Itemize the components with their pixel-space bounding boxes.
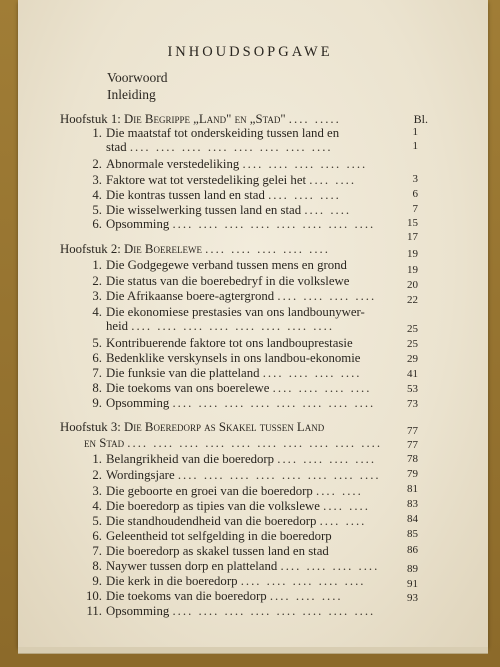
- page-number: 19: [407, 248, 418, 260]
- page-number: 93: [407, 592, 418, 604]
- entry-text: Die maatstaf tot onderskeiding tussen land en: [106, 126, 340, 140]
- page-number: 20: [407, 279, 418, 291]
- chapter-3-title-continued-text: en Stad: [84, 436, 125, 450]
- page-number: 1: [412, 126, 418, 138]
- page-number: 22: [407, 294, 418, 306]
- dot-leader: .... .... .... .... .... .... .... ....: [172, 396, 376, 410]
- entry-number: 5.: [92, 514, 102, 528]
- dot-leader: .... ....: [304, 203, 352, 217]
- chapter-1-title: Die Begrippe „Land" en „Stad": [124, 112, 286, 126]
- front-matter-inleiding: Inleiding: [107, 87, 156, 102]
- entry-text: Die Godgegewe verband tussen mens en grond: [106, 258, 347, 272]
- entry-text-continued: stad: [106, 140, 127, 154]
- toc-entry: [84, 529, 390, 543]
- dot-leader: .... .... .... ....: [280, 559, 380, 573]
- toc-entry: [84, 544, 390, 558]
- toc-entry: [84, 258, 390, 272]
- page-number: 1: [412, 140, 418, 152]
- entry-number: 1.: [92, 258, 102, 272]
- dot-leader: .... .....: [288, 112, 341, 126]
- entry-text: Die boeredorp as tipies van die volkslewe: [106, 499, 320, 513]
- entry-number: 3.: [92, 289, 102, 303]
- dot-leader: .... .... .... .... .... .... .... ....: [131, 319, 335, 333]
- entry-number: 9.: [92, 574, 102, 588]
- dot-leader: .... ....: [323, 499, 370, 513]
- chapter-3-title-continued: [84, 436, 382, 450]
- chapter-2-label: Hoofstuk 2:: [60, 242, 121, 256]
- page-number: 77: [407, 425, 418, 437]
- entry-text: Naywer tussen dorp en platteland: [106, 559, 278, 573]
- entry-text: Opsomming: [106, 604, 170, 618]
- dot-leader: .... ....: [316, 484, 363, 498]
- toc-entry: [84, 274, 390, 288]
- chapter-2-heading: [60, 242, 390, 256]
- entry-text: Die wisselwerking tussen land en stad: [106, 203, 302, 217]
- page-number: 19: [407, 264, 418, 276]
- page-number: 25: [407, 323, 418, 335]
- front-matter-voorwoord: Voorwoord: [107, 70, 168, 85]
- page-number: 25: [407, 338, 418, 350]
- entry-text: Die toekoms van die boeredorp: [106, 589, 267, 603]
- page-number: 86: [407, 544, 418, 556]
- page-column-header: Bl.: [413, 112, 428, 126]
- entry-number: 2.: [92, 274, 102, 288]
- page-number: 17: [407, 231, 418, 243]
- entry-number: 4.: [92, 499, 102, 513]
- entry-number: 3.: [92, 173, 102, 187]
- dot-leader: .... .... .... ....: [277, 289, 377, 303]
- entry-text: Abnormale verstedeliking: [106, 157, 240, 171]
- entry-number: 7.: [92, 366, 102, 380]
- entry-text: Bedenklike verskynsels in ons landbou-ekonomie: [106, 351, 361, 365]
- toc-entry: [84, 499, 390, 513]
- chapter-3-label: Hoofstuk 3:: [60, 420, 121, 434]
- entry-number: 7.: [92, 544, 102, 558]
- page-edge: [18, 647, 488, 654]
- toc-entry: [84, 452, 390, 466]
- toc-entry: [84, 173, 390, 187]
- entry-number: 5.: [92, 203, 102, 217]
- page-number: 7: [412, 203, 418, 215]
- dot-leader: .... .... .... ....: [272, 381, 372, 395]
- entry-text: Opsomming: [106, 396, 170, 410]
- entry-text: Die geboorte en groei van die boeredorp: [106, 484, 313, 498]
- page-number: 6: [412, 188, 418, 200]
- dot-leader: .... .... ....: [268, 188, 341, 202]
- entry-text: Belangrikheid van die boeredorp: [106, 452, 275, 466]
- entry-number: 1.: [92, 126, 102, 140]
- chapter-3-heading: [60, 420, 390, 434]
- entry-number: 11.: [86, 604, 102, 618]
- toc-entry: [84, 589, 390, 603]
- dot-leader: .... .... .... .... .... .... .... ....: [129, 140, 333, 154]
- page-number: 91: [407, 578, 418, 590]
- toc-entry: [84, 188, 390, 202]
- entry-number: 6.: [92, 529, 102, 543]
- dot-leader: .... ....: [319, 514, 367, 528]
- page-number: 89: [407, 563, 418, 575]
- toc-entry: [84, 559, 390, 573]
- toc-entry: [84, 604, 390, 618]
- dot-leader: .... .... .... .... ....: [242, 157, 368, 171]
- entry-number: 8.: [92, 381, 102, 395]
- toc-entry: [84, 351, 390, 365]
- dot-leader: .... .... .... .... .... .... .... ....: [177, 468, 381, 482]
- entry-text: Die ekonomiese prestasies van ons landbounywer-: [106, 305, 365, 319]
- chapter-3-title: Die Boeredorp as Skakel tussen Land: [124, 420, 325, 434]
- page-number: 3: [412, 173, 418, 185]
- entry-number: 9.: [92, 396, 102, 410]
- entry-text: Opsomming: [106, 217, 170, 231]
- entry-text: Die boeredorp as skakel tussen land en stad: [106, 544, 329, 558]
- page-title: INHOUDSOPGAWE: [167, 44, 333, 60]
- dot-leader: .... .... .... ....: [262, 366, 362, 380]
- page-number: 15: [407, 217, 418, 229]
- page-number: 81: [407, 483, 418, 495]
- page-number: 53: [407, 383, 418, 395]
- toc-entry: [84, 468, 390, 482]
- entry-number: 6.: [92, 217, 102, 231]
- toc-entry: [84, 336, 390, 350]
- toc-entry: [84, 305, 390, 319]
- entry-text: Faktore wat tot verstedeliking gelei het: [106, 173, 307, 187]
- toc-entry-continuation: [106, 140, 333, 154]
- toc-entry: [84, 484, 390, 498]
- entry-text: Geleentheid tot selfgelding in die boeredorp: [106, 529, 332, 543]
- toc-entry: [84, 381, 390, 395]
- chapter-1-label: Hoofstuk 1:: [60, 112, 121, 126]
- page-number: 83: [407, 498, 418, 510]
- toc-entry: [84, 203, 390, 217]
- page-number: 84: [407, 513, 418, 525]
- entry-text: Die funksie van die platteland: [106, 366, 260, 380]
- page-number: 77: [407, 439, 418, 451]
- entry-text: Die Afrikaanse boere-agtergrond: [106, 289, 275, 303]
- toc-entry: [84, 396, 390, 410]
- entry-text: Die toekoms van ons boerelewe: [106, 381, 270, 395]
- chapter-2-title: Die Boerelewe: [124, 242, 202, 256]
- toc-entry: [84, 157, 390, 171]
- entry-text: Die standhoudendheid van die boeredorp: [106, 514, 317, 528]
- dot-leader: .... .... .... .... .... .... .... ....: [172, 217, 376, 231]
- page-number: 41: [407, 368, 418, 380]
- entry-number: 8.: [92, 559, 102, 573]
- entry-text: Die kontras tussen land en stad: [106, 188, 265, 202]
- dot-leader: .... .... .... .... ....: [205, 242, 330, 256]
- dot-leader: .... .... ....: [269, 589, 343, 603]
- page-number: 79: [407, 468, 418, 480]
- entry-text: Kontribuerende faktore tot ons landbouprestasie: [106, 336, 353, 350]
- toc-entry: [84, 289, 390, 303]
- entry-number: 3.: [92, 484, 102, 498]
- entry-number: 10.: [86, 589, 102, 603]
- entry-number: 4.: [92, 305, 102, 319]
- dot-leader: .... .... .... .... .... .... .... ....: [172, 604, 376, 618]
- entry-number: 5.: [92, 336, 102, 350]
- entry-text: Wordingsjare: [106, 468, 175, 482]
- page-number: 29: [407, 353, 418, 365]
- entry-number: 1.: [92, 452, 102, 466]
- toc-entry: [84, 574, 390, 588]
- toc-entry: [84, 217, 390, 231]
- page-number: 78: [407, 453, 418, 465]
- toc-entry: [84, 366, 390, 380]
- page-number: 73: [407, 398, 418, 410]
- toc-entry: [84, 514, 390, 528]
- dot-leader: .... ....: [309, 173, 357, 187]
- toc-entry-continuation: [106, 319, 334, 333]
- dot-leader: .... .... .... ....: [277, 452, 377, 466]
- entry-text: Die status van die boerebedryf in die volkslewe: [106, 274, 350, 288]
- entry-number: 6.: [92, 351, 102, 365]
- toc-entry: [84, 126, 390, 140]
- entry-text: Die kerk in die boeredorp: [106, 574, 238, 588]
- entry-number: 2.: [92, 157, 102, 171]
- entry-text-continued: heid: [106, 319, 129, 333]
- chapter-1-heading: [60, 112, 390, 126]
- dot-leader: .... .... .... .... ....: [240, 574, 366, 588]
- entry-number: 4.: [92, 188, 102, 202]
- dot-leader: .... .... .... .... .... .... .... .... .... ....: [127, 436, 383, 450]
- page-number: 85: [407, 528, 418, 540]
- entry-number: 2.: [92, 468, 102, 482]
